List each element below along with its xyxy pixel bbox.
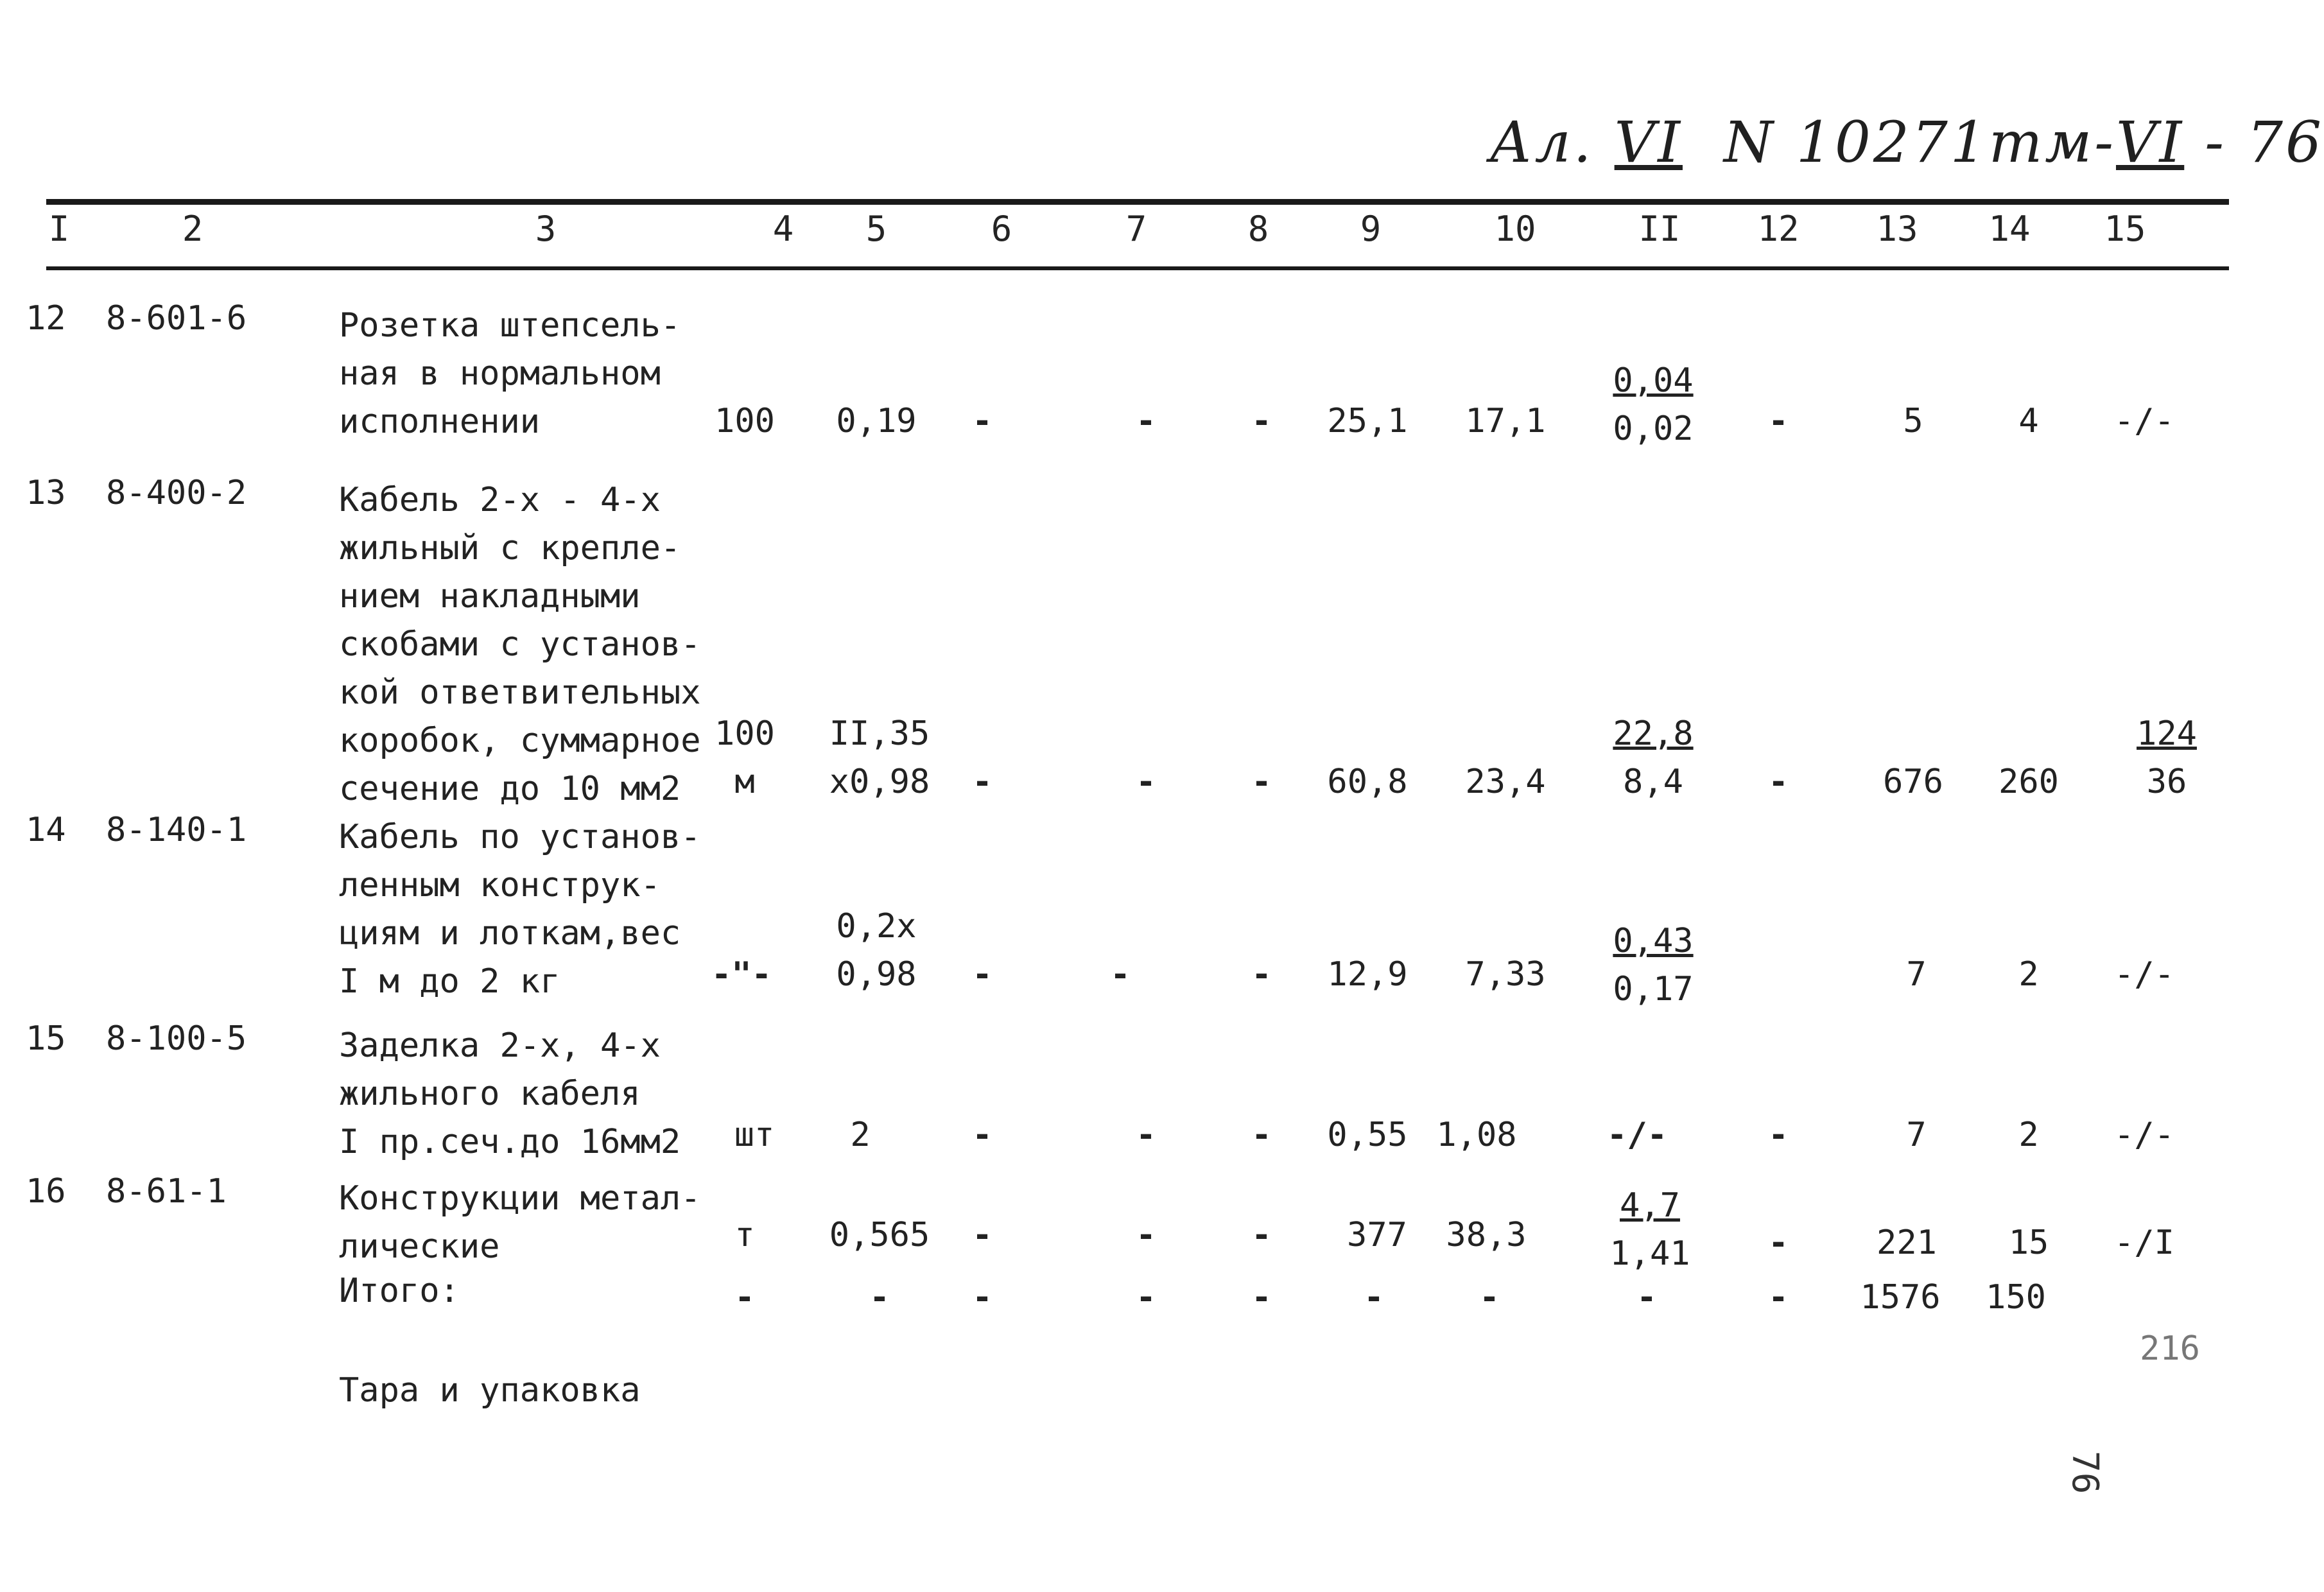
column-number: 6 [991,209,1012,249]
cell-col13: 7 [1906,955,1927,994]
cell-col15: -/- [2114,955,2174,994]
reference-album-suffix: VI [2115,109,2185,175]
cell-col8: - [1251,1216,1272,1254]
reference-year: - 76 [2205,109,2324,175]
row-number: 14 [26,811,66,849]
cell-col10: 38,3 [1446,1216,1527,1254]
cell-unit: -"- [711,955,772,994]
cell-col10: 7,33 [1465,955,1546,994]
cell-col14: 2 [2018,955,2039,994]
cell-col11: -/- [1607,1116,1667,1154]
reference-album: VI [1614,109,1683,175]
cell-unit: шт [734,1116,775,1154]
cell-col8: - [1251,1116,1272,1154]
cell-col8: - [1251,402,1272,440]
total-col12: - [1768,1278,1789,1317]
row-description: Розетка штепсель- ная в нормальном исполнении [339,306,681,441]
row-number: 15 [26,1019,66,1058]
cell-col6: - [972,1116,993,1154]
column-number: 5 [865,209,887,249]
cell-col12: - [1768,763,1789,801]
cell-col11-denominator: 0,17 [1613,970,1694,1008]
cell-col7: - [1110,955,1131,994]
cell-col11-numerator: 4,7 [1620,1186,1680,1225]
cell-col11-denominator: 0,02 [1613,410,1694,448]
cell-col10: 17,1 [1465,402,1546,440]
cell-col13: 7 [1906,1116,1927,1154]
total-col9: - [1364,1278,1384,1317]
row-number: 16 [26,1172,66,1211]
cell-col14: 15 [2008,1224,2049,1262]
column-number: 4 [772,209,794,249]
row-code: 8-100-5 [106,1019,247,1058]
cell-col8: - [1251,763,1272,801]
cell-col6: - [972,402,993,440]
cell-col14: 2 [2018,1116,2039,1154]
cell-col10: 1,08 [1436,1116,1517,1154]
cell-quantity-factor: II,35 [829,714,930,753]
row-description: Кабель по установ- ленным конструк- циям и лоткам,вес I м до 2 кг [339,818,701,1001]
table-header-rule [46,266,2229,270]
cell-col9: 0,55 [1327,1116,1408,1154]
column-number: II [1638,209,1681,249]
cell-col12: - [1768,1116,1789,1154]
cell-quantity: 0,98 [836,955,917,994]
cell-col11-denominator: 1,41 [1609,1234,1690,1273]
total-col14: 150 [1986,1278,2046,1317]
cell-col11-numerator: 0,04 [1613,361,1694,400]
cell-col13: 5 [1903,402,1923,440]
document-reference [1489,109,2324,175]
cell-col9: 377 [1347,1216,1407,1254]
cell-col7: - [1136,402,1156,440]
cell-col7: - [1136,763,1156,801]
total-col8: - [1251,1278,1272,1317]
total-col11: - [1636,1278,1657,1317]
column-number: 14 [1988,209,2031,249]
cell-col6: - [972,955,993,994]
total-col6: - [972,1278,993,1317]
cell-quantity: 2 [850,1116,871,1154]
row-number: 12 [26,299,66,338]
cell-col11-denominator: 8,4 [1623,763,1683,801]
cell-col8: - [1251,955,1272,994]
row-number: 13 [26,474,66,512]
cell-col9: 25,1 [1327,402,1408,440]
cell-unit-multiplier: 100 [715,714,775,753]
column-number: 2 [182,209,204,249]
cell-quantity: х0,98 [829,763,930,801]
total-col15-denominator: 216 [2140,1329,2200,1368]
row-description: Кабель 2-х - 4-х жильный с крепле- нием накладными скобами с установ- кой ответвительных коробок, суммарное сечение до 10 мм2 [339,481,701,808]
row-code: 8-61-1 [106,1172,227,1211]
column-number: 3 [535,209,557,249]
cell-col7: - [1136,1216,1156,1254]
cell-col15: -/- [2114,1116,2174,1154]
column-number: 12 [1757,209,1799,249]
column-number: 13 [1876,209,1918,249]
cell-col11-numerator: 22,8 [1613,714,1694,753]
total-col5: - [869,1278,890,1317]
total-label: Итого: [339,1272,460,1310]
cell-col6: - [972,763,993,801]
table-top-rule [46,199,2229,205]
row-code: 8-140-1 [106,811,247,849]
row-description: Конструкции метал- лические [339,1179,701,1266]
row-description: Заделка 2-х, 4-х жильного кабеля I пр.сеч.до 16мм2 [339,1026,681,1161]
cell-col12: - [1768,402,1789,440]
column-number: 15 [2104,209,2146,249]
cell-col15: -/- [2114,402,2174,440]
cell-col15: 36 [2146,763,2187,801]
row-code: 8-400-2 [106,474,247,512]
total-col7: - [1136,1278,1156,1317]
cell-col15-numerator: 124 [2137,714,2197,753]
cell-quantity: 0,565 [829,1216,930,1254]
cell-col10: 23,4 [1465,763,1546,801]
column-number: I [48,209,70,249]
column-number: 9 [1360,209,1382,249]
cell-col9: 60,8 [1327,763,1408,801]
total-col4: - [734,1278,755,1317]
total-col10: - [1479,1278,1500,1317]
reference-prefix: Ал. [1489,109,1594,175]
cell-col14: 260 [1999,763,2059,801]
packaging-label: Тара и упаковка [339,1371,641,1410]
cell-quantity-factor: 0,2х [836,907,917,946]
page-number: 76 [2064,1451,2106,1494]
reference-number: N 10271тм- [1723,109,2116,175]
cell-unit: м [734,763,755,801]
cell-col15: -/I [2114,1224,2174,1262]
column-number: 8 [1247,209,1269,249]
cell-col6: - [972,1216,993,1254]
cell-unit: т [734,1216,755,1254]
column-number: 7 [1125,209,1147,249]
cell-col14: 4 [2018,402,2039,440]
cell-col11-numerator: 0,43 [1613,922,1694,960]
cell-col9: 12,9 [1327,955,1408,994]
cell-col7: - [1136,1116,1156,1154]
cell-quantity: 0,19 [836,402,917,440]
row-code: 8-601-6 [106,299,247,338]
cell-col12: - [1768,1224,1789,1262]
column-number: 10 [1494,209,1536,249]
cell-col13: 676 [1883,763,1943,801]
cell-col13: 221 [1877,1224,1937,1262]
total-col13: 1576 [1860,1278,1941,1317]
cell-unit: 100 [715,402,775,440]
